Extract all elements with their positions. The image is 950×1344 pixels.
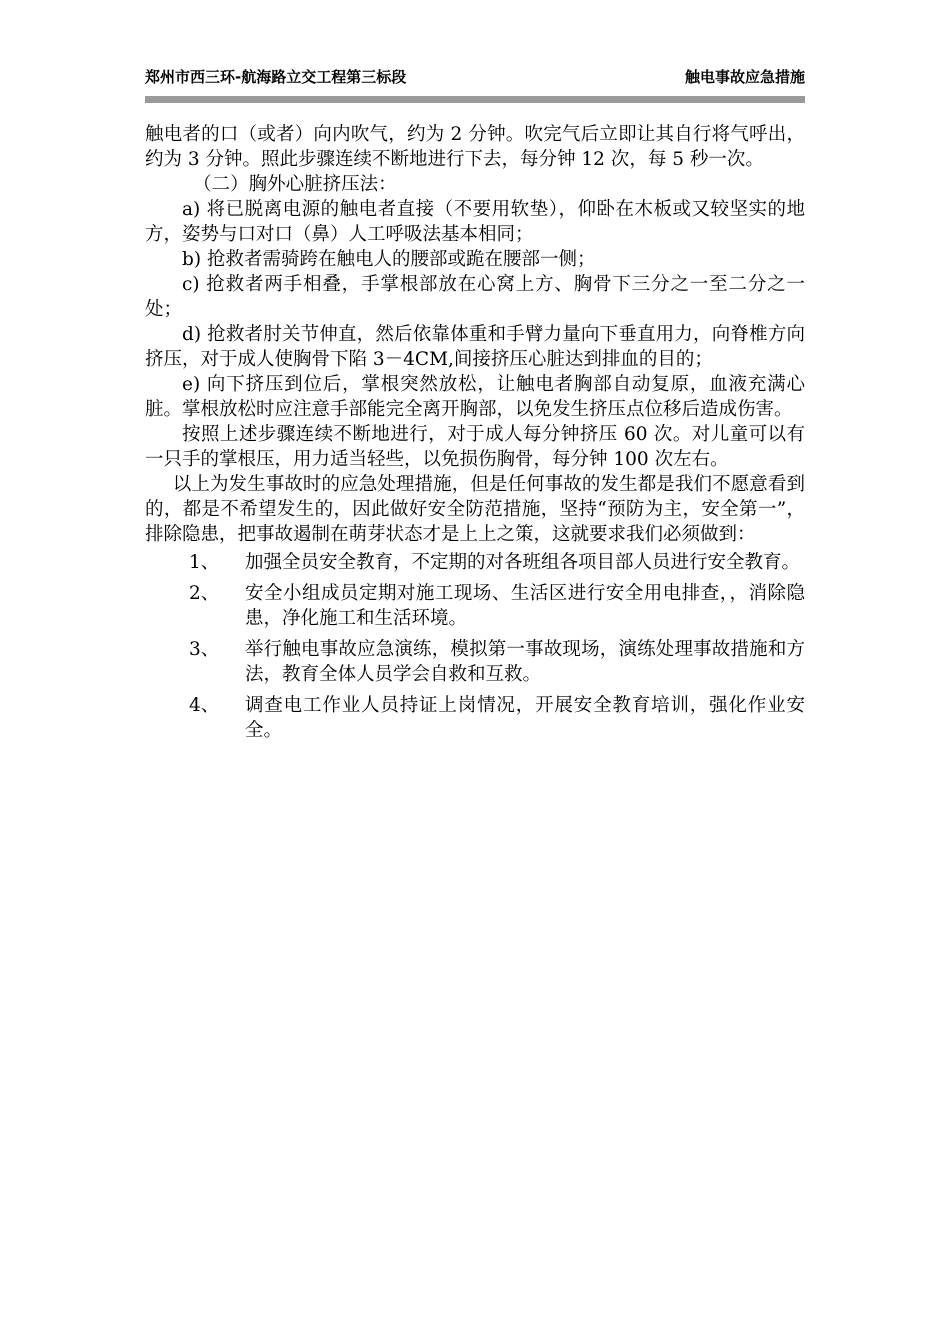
list-item [145,550,805,575]
list-item [145,637,805,687]
section-heading-chest-compression: （二）胸外心脏挤压法： [193,174,397,195]
step-b: b) 抢救者需骑跨在触电人的腰部或跪在腰部一侧； [182,249,596,270]
list-item [145,581,805,631]
list-item-number: 1、 [189,552,220,573]
paragraph-compression-rate: 按照上述步骤连续不断地进行，对于成人每分钟挤压 60 次。对儿童可以有一只手的掌根压，用力适当轻些，以免损伤胸骨，每分钟 100 次左右。 [145,424,805,470]
document-page [145,0,805,1344]
header-section-title: 触电事故应急措施 [684,68,805,86]
header-project-title: 郑州市西三环-航海路立交工程第三标段 [145,68,407,86]
document-body [145,122,805,749]
paragraph-artificial-respiration-continued: 触电者的口（或者）向内吹气，约为 2 分钟。吹完气后立即让其自行将气呼出，约为 3 分钟。照此步骤连续不断地进行下去，每分钟 12 次，每 5 秒一次。 [145,124,805,170]
step-a: a) 将已脱离电源的触电者直接（不要用软垫），仰卧在木板或又较坚实的地方，姿势与口对口（鼻）人工呼吸法基本相同； [145,199,805,245]
step-c: c) 抢救者两手相叠，手掌根部放在心窝上方、胸骨下三分之一至二分之一处； [145,274,805,320]
list-item-text: 安全小组成员定期对施工现场、生活区进行安全用电排查，，消除隐患，净化施工和生活环境。 [245,583,805,629]
list-item-number: 2、 [189,583,220,604]
list-item-text: 加强全员安全教育，不定期的对各班组各项目部人员进行安全教育。 [245,552,801,573]
header-divider [145,96,805,103]
list-item-text: 举行触电事故应急演练，模拟第一事故现场，演练处理事故措施和方法，教育全体人员学会自救和互救。 [245,639,805,685]
list-item-number: 3、 [189,639,220,660]
list-item [145,693,805,743]
step-e: e) 向下挤压到位后，掌根突然放松，让触电者胸部自动复原，血液充满心脏。掌根放松时应注意手部能完全离开胸部，以免发生挤压点位移后造成伤害。 [145,374,805,420]
page-header [145,66,805,88]
list-item-number: 4、 [189,695,220,716]
paragraph-prevention-summary: 以上为发生事故时的应急处理措施，但是任何事故的发生都是我们不愿意看到的，都是不希望发生的，因此做好安全防范措施，坚持“预防为主，安全第一”，排除隐患，把事故遏制在萌芽状态才是上上之策，这就要求我们必须做到： [145,474,805,545]
step-d: d) 抢救者肘关节伸直，然后依靠体重和手臂力量向下垂直用力，向脊椎方向挤压，对于成人使胸骨下陷 3－4CM,间接挤压心脏达到排血的目的； [145,324,805,370]
requirements-list [145,550,805,743]
list-item-text: 调查电工作业人员持证上岗情况，开展安全教育培训，强化作业安全。 [245,695,805,741]
